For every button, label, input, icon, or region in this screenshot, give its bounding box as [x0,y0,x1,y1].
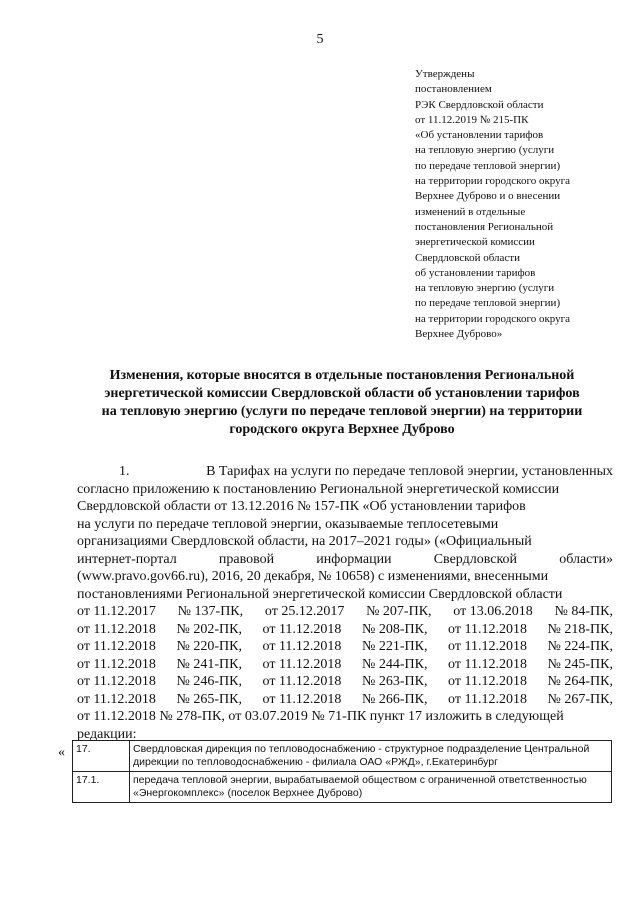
text-segment: редакции: [77,726,137,742]
text-segment: интернет-портал [77,551,177,567]
text-segment: № 264-ПК, [547,674,613,689]
approval-line: по передаче тепловой энергии) [415,297,561,310]
text-segment: Свердловской области от 13.12.2016 № 157-ПК «Об установлении тарифов [77,499,526,514]
paragraph-line [77,586,613,604]
text-segment: от 11.12.2018 [448,656,527,672]
text-segment: В Тарифах на услуги по передаче тепловой энергии, установленных [206,464,613,479]
table-cell-text: Свердловская дирекция по тепловодоснабжению - структурное подразделение Центральной дирекции по тепловодоснабжению - филиала ОАО «РЖД», г.Екатеринбург [130,741,612,772]
document-heading [68,367,616,439]
text-segment: № 267-ПК, [547,691,613,707]
approval-line: «Об установлении тарифов [415,129,544,142]
text-segment: № 263-ПК, [362,674,428,689]
text-segment: от 11.12.2018 № 278-ПК, от 03.07.2019 № 71-ПК пункт 17 изложить в следующей [77,709,564,724]
text-segment: № 84-ПК, [554,604,613,619]
approval-line: РЭК Свердловской области [415,98,544,111]
text-segment: от 11.12.2018 [77,621,156,637]
paragraph-line [77,638,613,656]
approval-line: энергетической комиссии [415,236,535,249]
text-segment: № 137-ПК, [177,604,244,619]
text-segment: № 224-ПК, [547,639,613,654]
paragraph-line [77,568,613,586]
paragraph-line [77,516,613,534]
text-segment: 1. [119,464,130,479]
text-segment: постановлениями Региональной энергетической комиссии Свердловской области [77,586,563,602]
text-segment: № 208-ПК, [362,621,428,637]
heading-line: Изменения, которые вносятся в отдельные постановления Региональной [109,368,575,383]
text-segment: Свердловской [433,551,518,567]
approval-block [415,67,630,342]
approval-line: на тепловую энергию (услуги [415,144,555,157]
text-segment: от 11.12.2018 [77,674,156,689]
text-segment: № 246-ПК, [176,674,242,689]
text-segment: № 245-ПК, [547,656,613,672]
text-segment: от 11.12.2018 [77,691,156,707]
heading-line: энергетической комиссии Свердловской области об установлении тарифов [104,386,580,401]
table-cell-number: 17. [73,741,130,772]
text-segment: № 202-ПК, [176,621,242,637]
text-segment: от 11.12.2018 [448,621,527,637]
text-segment: № 266-ПК, [362,691,428,707]
text-segment: от 11.12.2018 [262,674,342,689]
page-number: 5 [316,32,324,47]
text-segment: № 265-ПК, [176,691,242,707]
approval-line: на территории городского округа [415,175,571,188]
text-segment: от 25.12.2017 [264,604,345,619]
approval-line: постановлением [415,83,492,96]
text-segment: № 221-ПК, [362,639,428,654]
heading-line: городского округа Верхнее Дуброво [229,422,455,437]
text-segment: № 207-ПК, [366,604,432,619]
text-segment: № 244-ПК, [362,656,428,672]
approval-line: Свердловской области [415,251,520,264]
table-cell-text: передача тепловой энергии, вырабатываемой обществом с ограниченной ответственностью «Энергокомплекс» (поселок Верхнее Дуброво) [130,772,612,803]
text-segment: от 11.12.2018 [448,691,527,707]
approval-line: изменений в отдельные [415,205,526,218]
text-segment: от 11.12.2018 [262,639,342,654]
text-segment: от 11.12.2018 [448,639,527,654]
text-segment: области» [559,551,613,567]
text-segment: от 11.12.2018 [77,639,156,654]
paragraph-line [77,691,613,709]
approval-line: на территории городского округа [415,312,571,325]
approval-line: от 11.12.2019 № 215-ПК [415,113,529,126]
paragraph-line [77,621,613,639]
heading-line: на тепловую энергию (услуги по передаче тепловой энергии) на территории [101,404,583,419]
approval-line: Утверждены [415,68,475,80]
paragraph-line [77,551,613,569]
tariff-table [72,740,612,803]
table-row [73,772,612,803]
text-segment: от 11.12.2018 [77,656,156,672]
text-segment: (www.pravo.gov66.ru), 2016, 20 декабря, № 10658) с изменениями, внесенными [77,569,549,584]
text-segment: информации [316,551,392,567]
paragraph-line [77,673,613,691]
paragraph-line [77,498,613,516]
approval-line: Верхнее Дуброво» [415,328,503,341]
table-cell-number: 17.1. [73,772,130,803]
approval-line: по передаче тепловой энергии) [415,159,561,172]
approval-line: Верхнее Дуброво и о внесении [415,190,561,203]
text-segment: от 11.12.2017 [77,604,156,619]
paragraph-1 [77,463,613,743]
paragraph-line [77,481,613,499]
text-segment: согласно приложению к постановлению Региональной энергетической комиссии [77,481,560,497]
text-segment: от 11.12.2018 [262,621,342,637]
text-segment: от 11.12.2018 [262,691,342,707]
text-segment: организациями Свердловской области, на 2017–2021 годы» («Официальный [77,534,532,549]
text-segment: от 11.12.2018 [448,674,527,689]
paragraph-line [77,603,613,621]
text-segment: № 218-ПК, [547,621,613,637]
text-segment: правовой [218,551,275,567]
approval-line: постановления Региональной [415,220,554,233]
text-segment: от 11.12.2018 [262,656,342,672]
text-segment: № 241-ПК, [176,656,242,672]
table-row [73,741,612,772]
paragraph-line [77,463,613,481]
paragraph-line [77,656,613,674]
text-segment: от 13.06.2018 [453,604,533,619]
text-segment: № 220-ПК, [176,639,242,654]
paragraph-line [77,533,613,551]
approval-line: на тепловую энергию (услуги [415,282,555,295]
text-segment: на услуги по передаче тепловой энергии, оказываемые теплосетевыми [77,516,499,532]
opening-quote: « [58,745,65,760]
paragraph-line [77,708,613,726]
approval-line: об установлении тарифов [415,266,536,279]
